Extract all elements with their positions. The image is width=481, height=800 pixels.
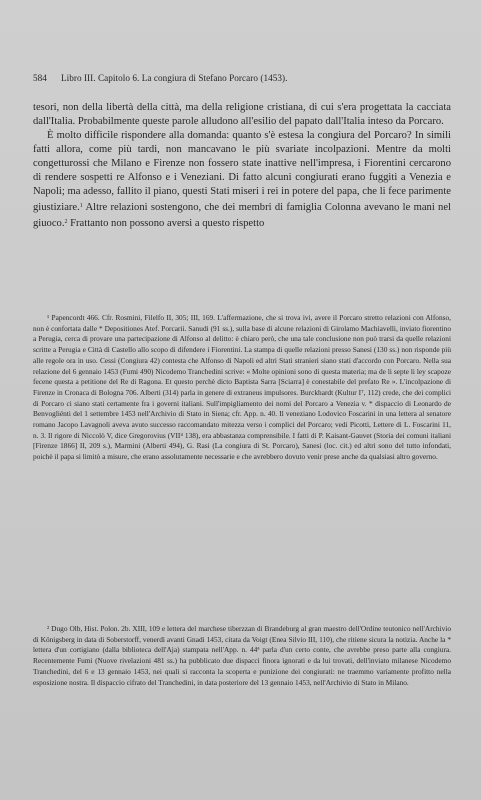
paragraph-2 xyxy=(33,129,451,231)
running-title: Libro III. Capitolo 6. La congiura di Stefano Porcaro (1453). xyxy=(60,73,288,83)
paragraph-2-text: È molto difficile rispondere alla domanda: quanto s'è estesa la congiura del Porcaro? In simili fatti allora, come più tardi, non mancavano le più svariate incolpazioni. Mentre da molti congetturossi che Milano e Firenze non fossero state inattive nell'impresa, i Fiorentini cercarono di rendere sospetti re Alfonso e i Veneziani. Di fatto alcuni congiurati erano fuggiti a Venezia e Napoli; ma adesso, fallito il piano, questi Stati miseri i rei in potere del papa, che li fece parimente giustiziare. xyxy=(33,130,451,213)
page-number: 584 xyxy=(33,73,47,83)
footnote-2-text: ² Dugo Olb, Hist. Polon. 2b. XIII, 109 e lettera del marchese tiberzzan di Brandeburg al gran maestro dell'Ordine teutonico nell'Archivio di Königsberg in data di Soberstorff, venerdì avanti Gnadi 1453, citata da Voigt (Enea Silvio III, 110), che ritiene sicura la notizia. Anche la * lettera d'un cortigiano (dalla biblioteca dell'Aja) stampata nell'App. n. 44ª parla d'un certo conte, che avrebbe preso parte alla congiura. Recentemente Fumi (Nuove rivelazioni 481 ss.) ha pubblicato due dispacci finora ignorati e da lui trovati, dell'inviato milanese Nicodemo Tranchedini, del 6 e 13 gennaio 1453, nei quali si racconta la scoperta e punizione dei congiurati: ne traemmo variamente profitto nella esposizione nostra. Il dispaccio cifrato del Tranchedini, in data posteriore del 13 gennaio 1453, nell'Archivio di Stato in Milano. xyxy=(33,624,451,687)
footnote-1 xyxy=(33,313,451,463)
footnote-1-text: ¹ Papencordt 466. Cfr. Rosmini, Filelfo II, 305; III, 169. L'affermazione, che si trova ivi, avere il Porcaro stretto relazioni con Alfonso, non è confortata dalle * Depositiones Atef. Porcarii. Sanudi (91 ss.), sulla base di alcune relazioni di Girolamo Machiavelli, inviato fiorentino a Perugia, cerca di provare una partecipazione di Alfonso al delitto: è chiaro però, che una tale conclusione non può trarsi da quelle relazioni scritte a Perugia e Città di Castello allo scopo di difendere i Fiorentini. La stampa di quelle relazioni presso Sanesi (130 ss.) non risponde più alle regole ora in uso. Cessi (Congiura 42) contesta che Alfonso di Napoli ed altri Stati stranieri siano stati d'accordo con Porcaro. Nella sua relazione del 6 gennaio 1453 (Fumi 490) Nicodemo Tranchedini scrive: « Molte opinioni sono di questa materia; ma de li septe li ley scapoze fecene questa a petitione del Re di Ragona. Et questo perchè dicto Baptista Sarra [Sciarra] è conestabile del prefato Re ». L'incolpazione di Firenze in Cronaca di Bologna 706. Alberti (314) parla in genere di extraneus impulsores. Burckhardt (Kultur I⁷, 112) crede, che dei complici di Porcaro ci siano stati certamente fra i governi italiani. Sull'impigliamento dei nomi del Porcaro a Venezia v. * dispaccio di Leonardo de Benvogliénti del 1 settembre 1453 nell'Archivio di Stato in Siena; cfr. App. n. 40. Il veneziano Lodovico Foscarini in una lettera al senatore romano Jacopo Lavagnoli aveva avuto successo raccomandato mitezza verso i complici del Porcaro; vedi Picotti, Lettere di L. Foscarini 11, n. 3. Il rigore di Niccolò V, dice Gregorovius (VII⁴ 138), era abbastanza comprensibile. I fatti di P. Kaisant-Gauvet (Storia dei comuni italiani [Firenze 1866] II, 209 s.), Marmini (Alberti 494), G. Rasi (La congiura di St. Porcaro), Sanesi (loc. cit.) ed altri sono del tutto infondati, poichè il papa si limitò a misure, che erano assolutamente necessarie e che avrebbero dovuto venir prese anche da qualsiasi altro governo. xyxy=(33,313,451,462)
main-text xyxy=(33,101,451,231)
footnote-ref-1[interactable]: 1 xyxy=(79,203,83,209)
paragraph-2-continuation: Altre relazioni sostengono, che dei membri di famiglia Colonna avevano le mani nel giuoco. xyxy=(33,202,451,229)
footnote-ref-2[interactable]: 2 xyxy=(64,219,68,225)
running-header xyxy=(33,73,373,83)
footnote-2 xyxy=(33,624,451,688)
paragraph-2-end: Frattanto non possono aversi a questo rispetto xyxy=(67,218,265,229)
paragraph-1: tesori, non della libertà della città, ma della religione cristiana, di cui s'era progettata la cacciata dall'Italia. Probabilmente queste parole alludono all'esilio del papato dall'Italia inteso da Porcaro. xyxy=(33,102,451,127)
